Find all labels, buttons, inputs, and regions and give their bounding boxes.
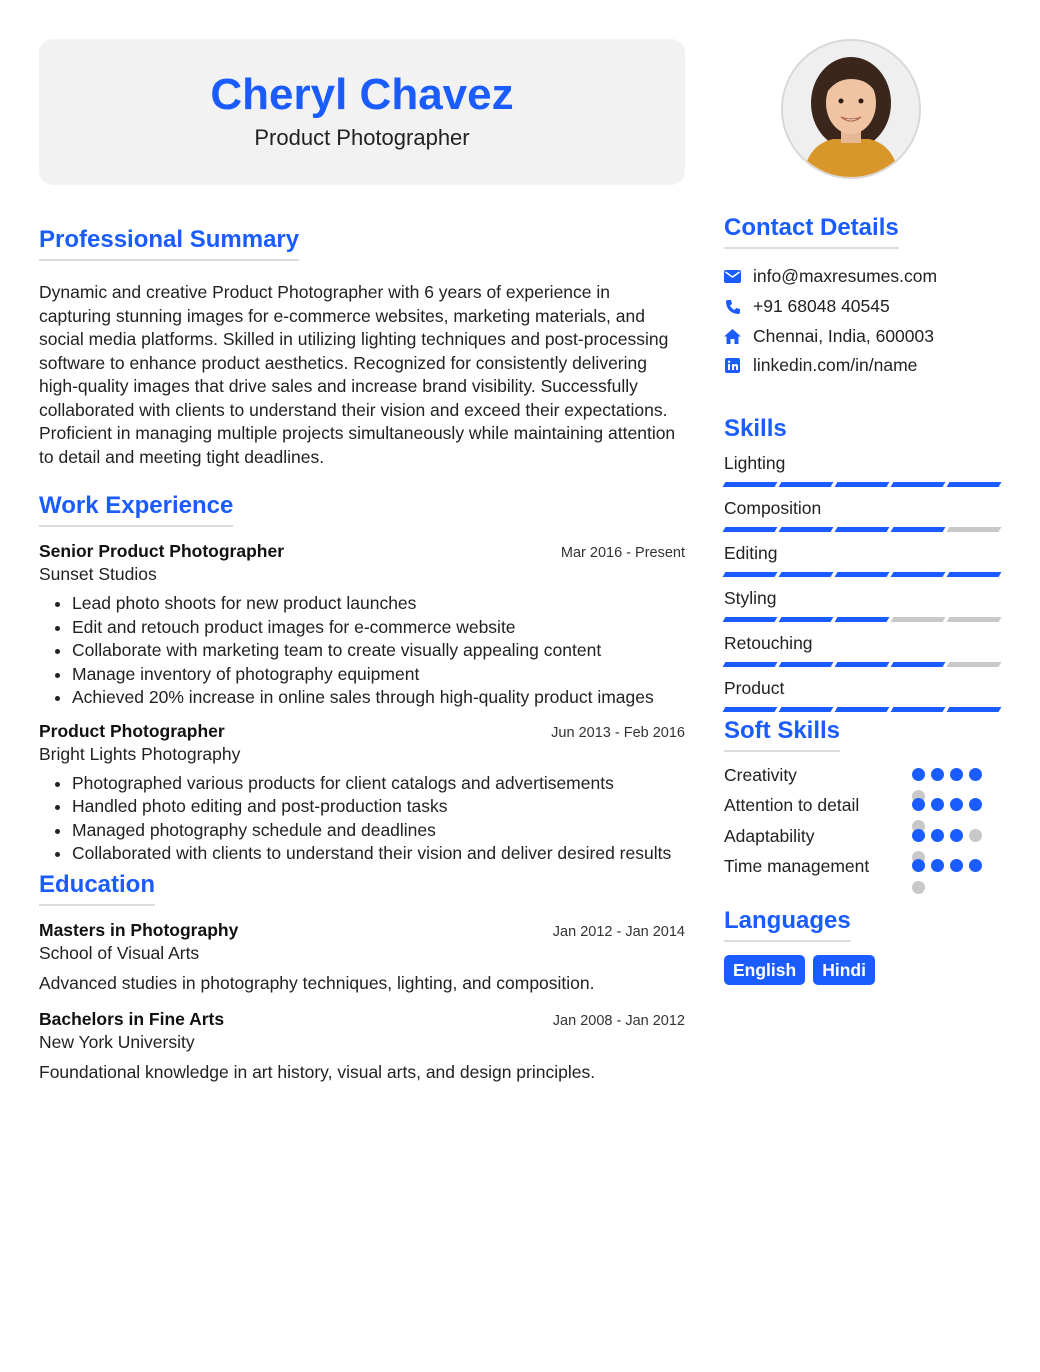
rating-dot — [912, 881, 925, 894]
skill-item — [724, 587, 1000, 622]
skill-level-segment — [947, 572, 1002, 577]
soft-skill-rating — [912, 798, 982, 811]
summary-section — [39, 225, 685, 469]
skill-level-segment — [779, 707, 834, 712]
summary-text: Dynamic and creative Product Photographer with 6 years of experience in capturing stunning images for e-commerce websites, marketing materials, and social media platforms. Skilled in utilizing lighting techniques and post-processing software to enhance product aesthetics. Recognized for consistently delivering high-quality images that drive sales and increase brand visibility. Successfully collaborated with clients to understand their vision and exceed their expectations. Proficient in managing multiple projects simultaneously while maintaining attention to detail and meeting tight deadlines. — [39, 282, 676, 467]
rating-dot — [969, 859, 982, 872]
skill-name: Product — [724, 677, 785, 698]
degree-title: Masters in Photography — [39, 919, 239, 940]
soft-skill-name: Creativity — [724, 764, 797, 785]
skill-level-bar — [724, 482, 1000, 487]
soft-skill-name: Time management — [724, 856, 870, 877]
contact-address — [724, 321, 1000, 351]
portrait-image — [783, 41, 919, 177]
education-description: Foundational knowledge in art history, visual arts, and design principles. — [39, 1061, 596, 1082]
languages-list — [724, 955, 1000, 985]
section-heading-summary: Professional Summary — [39, 225, 299, 261]
skill-level-segment — [891, 707, 946, 712]
phone-icon — [724, 298, 741, 315]
soft-skills-list — [724, 765, 1000, 887]
address-text: Chennai, India, 600003 — [753, 325, 934, 346]
skill-item — [724, 497, 1000, 532]
skill-level-bar — [724, 662, 1000, 667]
skill-item — [724, 452, 1000, 487]
job-bullet: • Manage inventory of photography equipment — [72, 663, 685, 687]
section-heading-soft-skills: Soft Skills — [724, 716, 840, 752]
job-bullets — [39, 592, 685, 710]
skill-level-segment — [891, 482, 946, 487]
company-name: Sunset Studios — [39, 564, 157, 584]
soft-skill-name: Adaptability — [724, 825, 815, 846]
skill-level-bar — [724, 572, 1000, 577]
soft-skills-section — [724, 716, 1000, 887]
education-dates: Jan 2012 - Jan 2014 — [552, 923, 685, 940]
rating-dot — [969, 768, 982, 781]
degree-title: Bachelors in Fine Arts — [39, 1008, 225, 1029]
profile-photo — [781, 39, 921, 179]
section-heading-education: Education — [39, 870, 155, 906]
soft-skill-item — [724, 795, 1000, 826]
envelope-icon — [724, 268, 741, 285]
skill-level-segment — [891, 617, 946, 622]
skill-level-segment — [835, 572, 890, 577]
language-tag: Hindi — [813, 955, 875, 985]
home-icon — [724, 328, 741, 345]
soft-skill-item — [724, 765, 1000, 796]
education-description: Advanced studies in photography techniques, lighting, and composition. — [39, 972, 595, 993]
languages-section — [724, 906, 1000, 985]
soft-skill-item — [724, 826, 1000, 857]
skill-level-segment — [835, 707, 890, 712]
job-title: Product Photographer — [39, 720, 225, 741]
rating-dot — [931, 768, 944, 781]
contact-section — [724, 213, 1000, 381]
skill-level-segment — [723, 707, 778, 712]
experience-section — [39, 491, 685, 866]
skill-level-segment — [723, 572, 778, 577]
rating-dot — [950, 798, 963, 811]
education-entry — [39, 1009, 685, 1083]
linkedin-icon — [724, 357, 741, 374]
section-heading-experience: Work Experience — [39, 491, 233, 527]
skill-level-segment — [835, 482, 890, 487]
contact-linkedin[interactable] — [724, 351, 1000, 381]
skill-level-segment — [779, 662, 834, 667]
skill-level-segment — [779, 482, 834, 487]
education-section — [39, 870, 685, 1083]
education-entry — [39, 920, 685, 994]
school-name: School of Visual Arts — [39, 942, 200, 963]
skill-name: Editing — [724, 542, 778, 563]
main-column — [39, 39, 685, 1083]
soft-skill-rating — [912, 768, 982, 781]
soft-skill-item — [724, 856, 1000, 887]
job-bullet: • Managed photography schedule and deadlines — [72, 819, 685, 843]
linkedin-text: linkedin.com/in/name — [753, 355, 918, 376]
skill-item — [724, 542, 1000, 577]
school-name: New York University — [39, 1031, 195, 1052]
skill-level-segment — [723, 662, 778, 667]
job-dates: Jun 2013 - Feb 2016 — [551, 724, 685, 741]
job-bullet: • Collaborated with clients to understand their vision and deliver desired results — [72, 842, 685, 866]
skill-level-segment — [779, 617, 834, 622]
soft-skill-rating — [912, 829, 982, 842]
company-name: Bright Lights Photography — [39, 743, 241, 764]
language-tag: English — [724, 955, 805, 985]
skill-item — [724, 677, 1000, 712]
header-card — [39, 39, 685, 185]
skill-level-segment — [835, 527, 890, 532]
job-entry — [39, 541, 685, 710]
skill-level-segment — [947, 707, 1002, 712]
skill-level-bar — [724, 527, 1000, 532]
skill-level-segment — [947, 662, 1002, 667]
rating-dot — [950, 829, 963, 842]
rating-dot — [950, 768, 963, 781]
rating-dot — [931, 829, 944, 842]
candidate-title: Product Photographer — [254, 125, 470, 150]
section-heading-contact: Contact Details — [724, 213, 899, 249]
job-bullets — [39, 772, 685, 866]
job-dates: Mar 2016 - Present — [560, 545, 685, 561]
education-dates: Jan 2008 - Jan 2012 — [552, 1012, 685, 1029]
rating-dot — [912, 798, 925, 811]
rating-dot — [950, 859, 963, 872]
skills-section — [724, 414, 1000, 712]
job-title: Senior Product Photographer — [39, 541, 285, 561]
skill-level-segment — [891, 527, 946, 532]
rating-dot — [912, 768, 925, 781]
skill-level-segment — [835, 662, 890, 667]
skill-level-segment — [947, 482, 1002, 487]
job-bullet: • Achieved 20% increase in online sales through high-quality product images — [72, 686, 685, 710]
contact-email[interactable] — [724, 262, 1000, 292]
rating-dot — [969, 798, 982, 811]
skill-level-segment — [835, 617, 890, 622]
job-bullet: • Photographed various products for client catalogs and advertisements — [72, 772, 685, 796]
skill-level-bar — [724, 617, 1000, 622]
rating-dot — [969, 829, 982, 842]
skill-name: Retouching — [724, 632, 813, 653]
job-bullet: • Handled photo editing and post-production tasks — [72, 795, 685, 819]
skill-level-segment — [891, 572, 946, 577]
job-bullet: • Collaborate with marketing team to create visually appealing content — [72, 639, 685, 663]
skill-name: Lighting — [724, 452, 786, 473]
rating-dot — [931, 859, 944, 872]
rating-dot — [912, 829, 925, 842]
skills-list — [724, 452, 1000, 712]
skill-level-segment — [723, 482, 778, 487]
email-text: info@maxresumes.com — [753, 266, 938, 287]
job-bullet: • Lead photo shoots for new product launches — [72, 592, 685, 616]
job-entry — [39, 721, 685, 866]
rating-dot — [931, 798, 944, 811]
section-heading-skills: Skills — [724, 414, 787, 442]
skill-level-segment — [779, 572, 834, 577]
rating-dot — [912, 859, 925, 872]
skill-level-segment — [947, 527, 1002, 532]
skill-level-segment — [947, 617, 1002, 622]
skill-level-segment — [779, 527, 834, 532]
candidate-name: Cheryl Chavez — [210, 70, 514, 119]
phone-text: +91 68048 40545 — [753, 296, 890, 317]
contact-phone[interactable] — [724, 292, 1000, 322]
sidebar-column — [724, 39, 1000, 985]
skill-level-segment — [723, 617, 778, 622]
skill-level-bar — [724, 707, 1000, 712]
skill-name: Composition — [724, 497, 822, 518]
job-bullet: • Edit and retouch product images for e-commerce website — [72, 616, 685, 640]
section-heading-languages: Languages — [724, 906, 851, 942]
soft-skill-rating — [912, 859, 982, 872]
skill-item — [724, 632, 1000, 667]
skill-name: Styling — [724, 587, 777, 608]
skill-level-segment — [723, 527, 778, 532]
skill-level-segment — [891, 662, 946, 667]
soft-skill-name: Attention to detail — [724, 795, 860, 816]
